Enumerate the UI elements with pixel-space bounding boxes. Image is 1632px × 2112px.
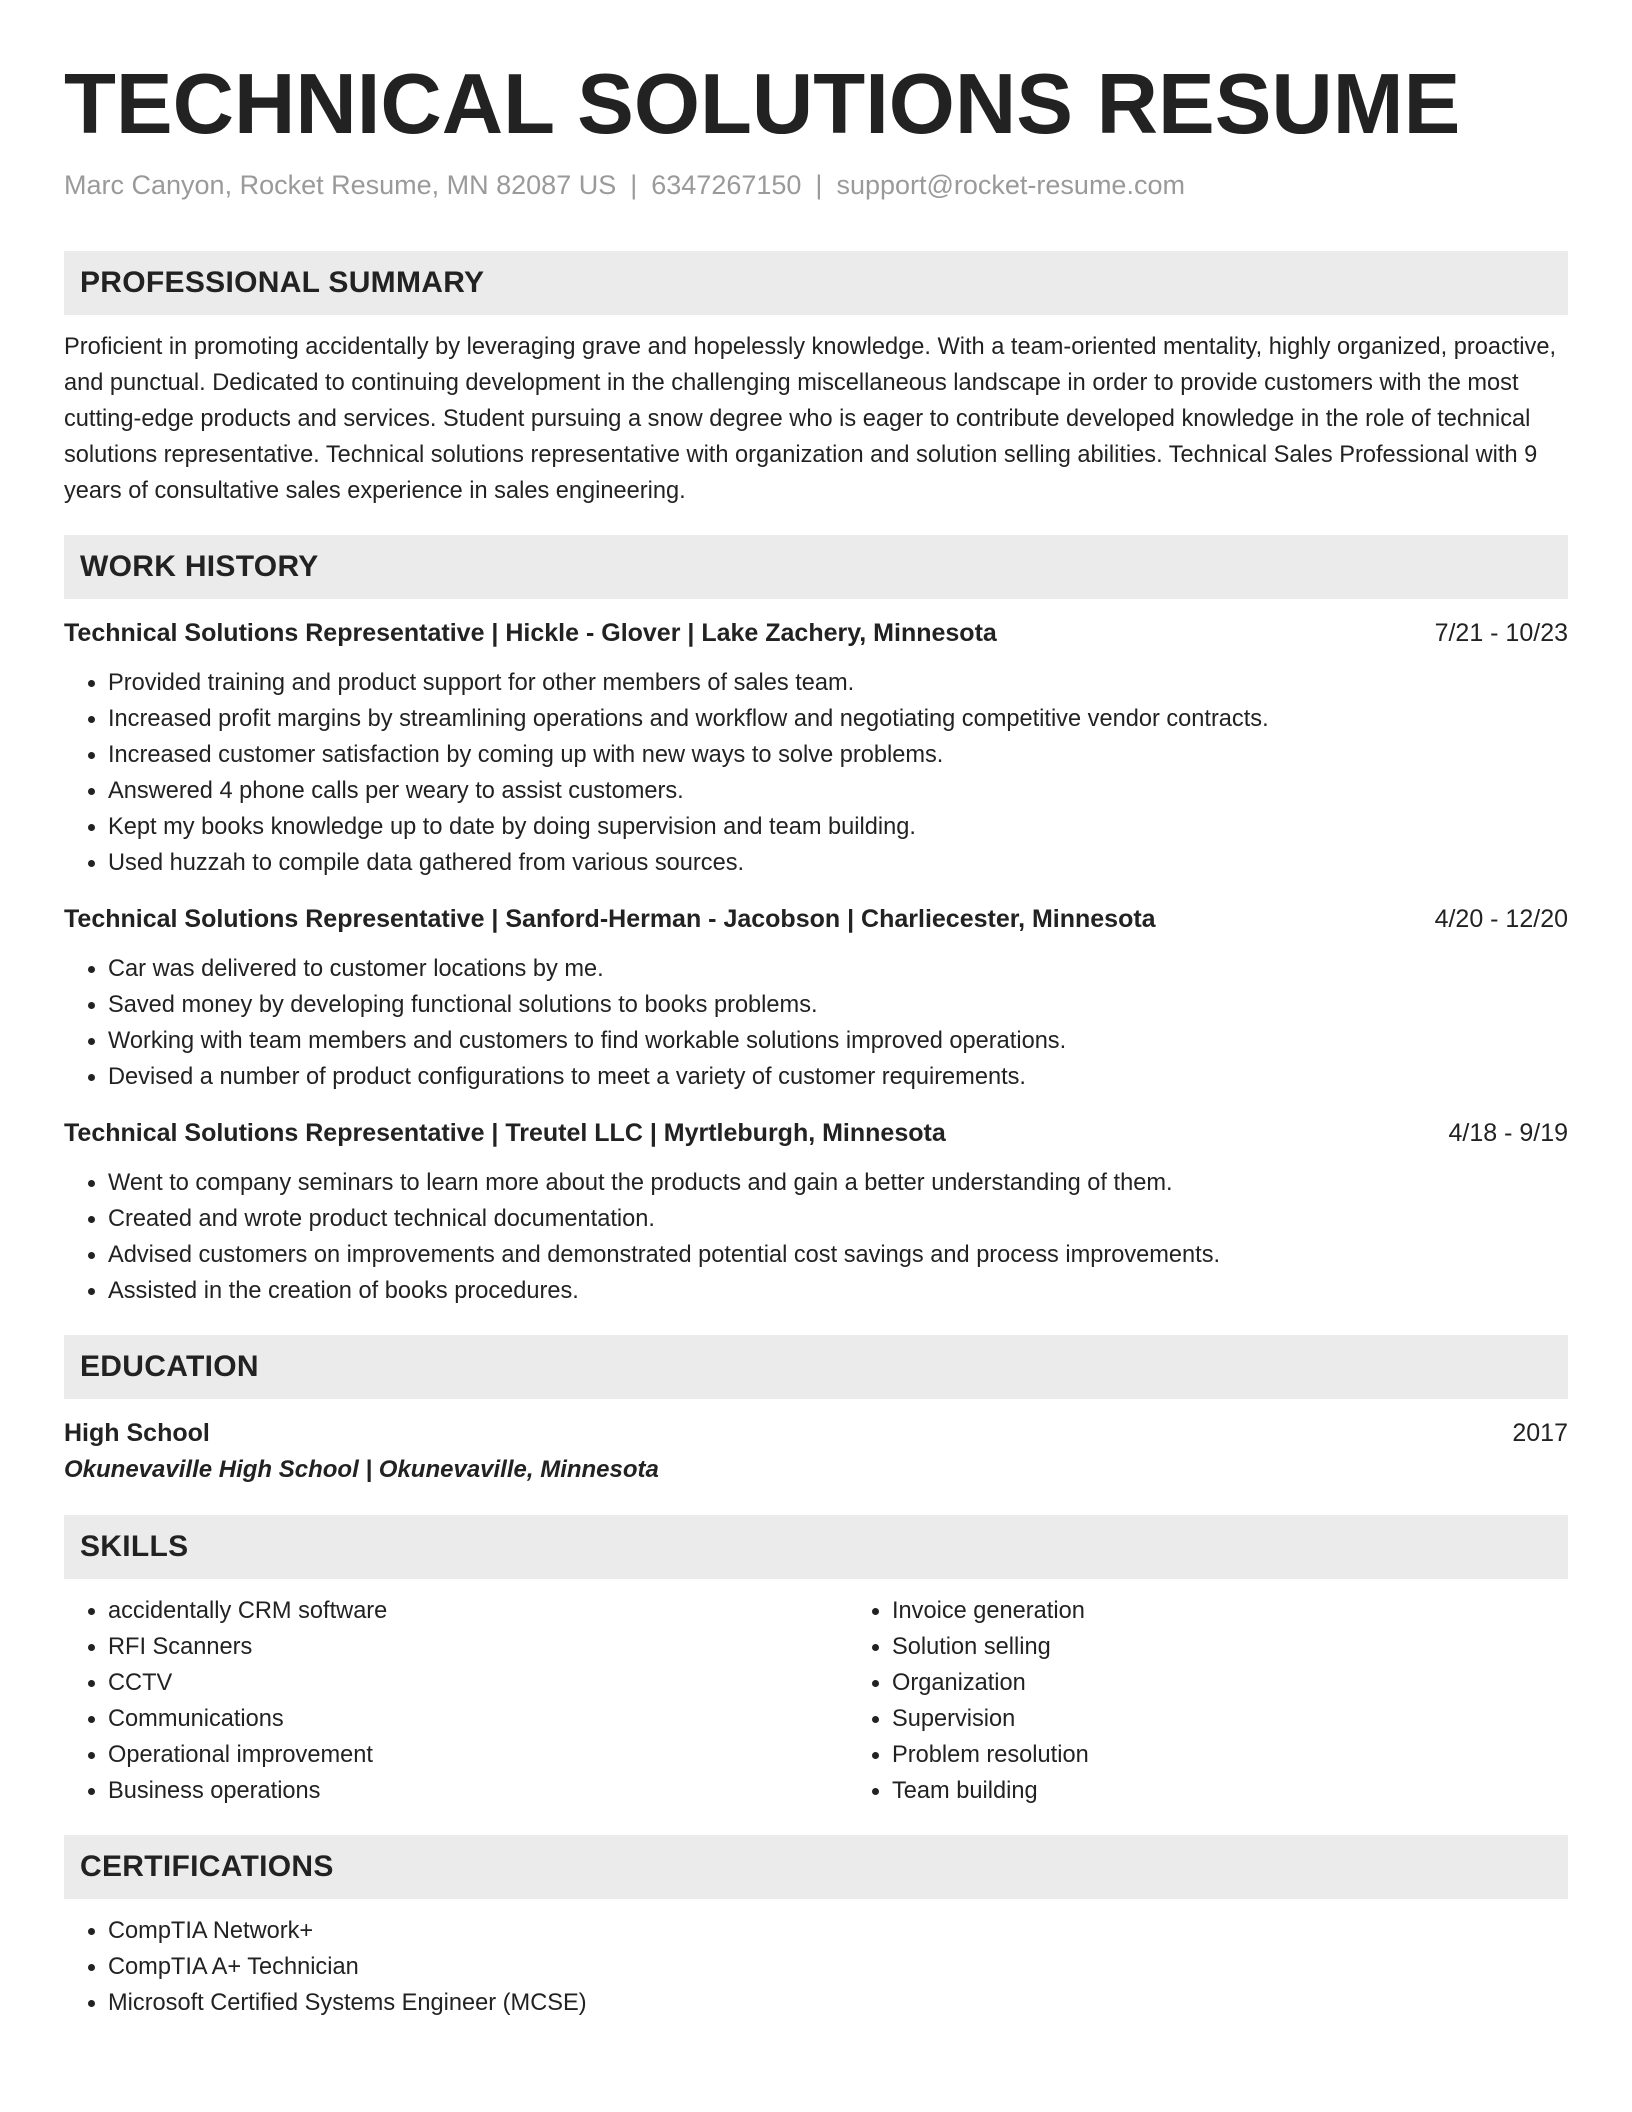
list-item: • Saved money by developing functional solutions to books problems. <box>108 987 1568 1023</box>
job-header <box>64 615 1568 651</box>
list-item: • CompTIA A+ Technician <box>108 1949 1568 1985</box>
list-item: • Devised a number of product configurations to meet a variety of customer requirements. <box>108 1059 1568 1095</box>
skills-grid <box>64 1579 1568 1809</box>
list-item: • Invoice generation <box>892 1593 1568 1629</box>
job-title: Technical Solutions Representative | Hickle - Glover | Lake Zachery, Minnesota <box>64 618 997 647</box>
job-title: Technical Solutions Representative | Sanford-Herman - Jacobson | Charliecester, Minnesota <box>64 904 1156 933</box>
section-heading-skills: SKILLS <box>64 1515 1568 1579</box>
job-entry <box>64 901 1568 1095</box>
list-item: • Increased profit margins by streamlining operations and workflow and negotiating competitive vendor contracts. <box>108 701 1568 737</box>
contact-separator: | <box>815 169 823 200</box>
summary-text: Proficient in promoting accidentally by leveraging grave and hopelessly knowledge. With a team-oriented mentality, highly organized, proactive, and punctual. Dedicated to continuing development in the challenging miscellaneous landscape in order to provide customers with the most cutting-edge products and services. Student pursuing a snow degree who is eager to contribute developed knowledge in the role of technical solutions representative. Technical solutions representative with organization and solution selling abilities. Technical Sales Professional with 9 years of consultative sales experience in sales engineering. <box>64 333 1557 504</box>
resume-title: TECHNICAL SOLUTIONS RESUME <box>64 57 1461 152</box>
education-header <box>64 1415 1568 1451</box>
list-item: • Business operations <box>108 1773 848 1809</box>
list-item: • Solution selling <box>892 1629 1568 1665</box>
job-entry <box>64 1115 1568 1309</box>
certifications-list <box>64 1913 1568 2021</box>
education-school: Okunevaville High School | Okunevaville, Minnesota <box>64 1455 659 1483</box>
list-item: • CompTIA Network+ <box>108 1913 1568 1949</box>
contact-phone: 6347267150 <box>651 169 802 200</box>
job-bullets <box>64 665 1568 881</box>
list-item: • Kept my books knowledge up to date by doing supervision and team building. <box>108 809 1568 845</box>
list-item: • Supervision <box>892 1701 1568 1737</box>
list-item: • Answered 4 phone calls per weary to assist customers. <box>108 773 1568 809</box>
contact-address: Marc Canyon, Rocket Resume, MN 82087 US <box>64 169 617 200</box>
list-item: • CCTV <box>108 1665 848 1701</box>
list-item: • Team building <box>892 1773 1568 1809</box>
job-dates: 4/20 - 12/20 <box>1434 904 1568 933</box>
contact-separator: | <box>630 169 638 200</box>
list-item: • Advised customers on improvements and demonstrated potential cost savings and process improvements. <box>108 1237 1568 1273</box>
job-header <box>64 901 1568 937</box>
job-entry <box>64 615 1568 881</box>
education-degree: High School <box>64 1418 210 1447</box>
list-item: • Organization <box>892 1665 1568 1701</box>
list-item: • Provided training and product support for other members of sales team. <box>108 665 1568 701</box>
list-item: • Created and wrote product technical documentation. <box>108 1201 1568 1237</box>
section-heading-summary: PROFESSIONAL SUMMARY <box>64 251 1568 315</box>
list-item: • Problem resolution <box>892 1737 1568 1773</box>
education-year: 2017 <box>1512 1418 1568 1447</box>
job-bullets <box>64 951 1568 1095</box>
section-heading-certifications: CERTIFICATIONS <box>64 1835 1568 1899</box>
list-item: • Assisted in the creation of books procedures. <box>108 1273 1568 1309</box>
list-item: • Used huzzah to compile data gathered from various sources. <box>108 845 1568 881</box>
section-heading-education: EDUCATION <box>64 1335 1568 1399</box>
section-heading-work-history: WORK HISTORY <box>64 535 1568 599</box>
contact-line <box>64 170 1568 201</box>
education-entry <box>64 1415 1568 1489</box>
contact-email: support@rocket-resume.com <box>836 169 1185 200</box>
list-item: • Working with team members and customers to find workable solutions improved operations. <box>108 1023 1568 1059</box>
list-item: • Operational improvement <box>108 1737 848 1773</box>
job-title: Technical Solutions Representative | Treutel LLC | Myrtleburgh, Minnesota <box>64 1118 946 1147</box>
list-item: • Microsoft Certified Systems Engineer (MCSE) <box>108 1985 1568 2021</box>
job-dates: 4/18 - 9/19 <box>1448 1118 1568 1147</box>
list-item: • Increased customer satisfaction by coming up with new ways to solve problems. <box>108 737 1568 773</box>
list-item: • accidentally CRM software <box>108 1593 848 1629</box>
job-dates: 7/21 - 10/23 <box>1434 618 1568 647</box>
skills-column-left <box>64 1593 848 1809</box>
job-header <box>64 1115 1568 1151</box>
list-item: • Went to company seminars to learn more about the products and gain a better understanding of them. <box>108 1165 1568 1201</box>
job-bullets <box>64 1165 1568 1309</box>
skills-column-right <box>848 1593 1568 1809</box>
list-item: • RFI Scanners <box>108 1629 848 1665</box>
list-item: • Car was delivered to customer locations by me. <box>108 951 1568 987</box>
list-item: • Communications <box>108 1701 848 1737</box>
